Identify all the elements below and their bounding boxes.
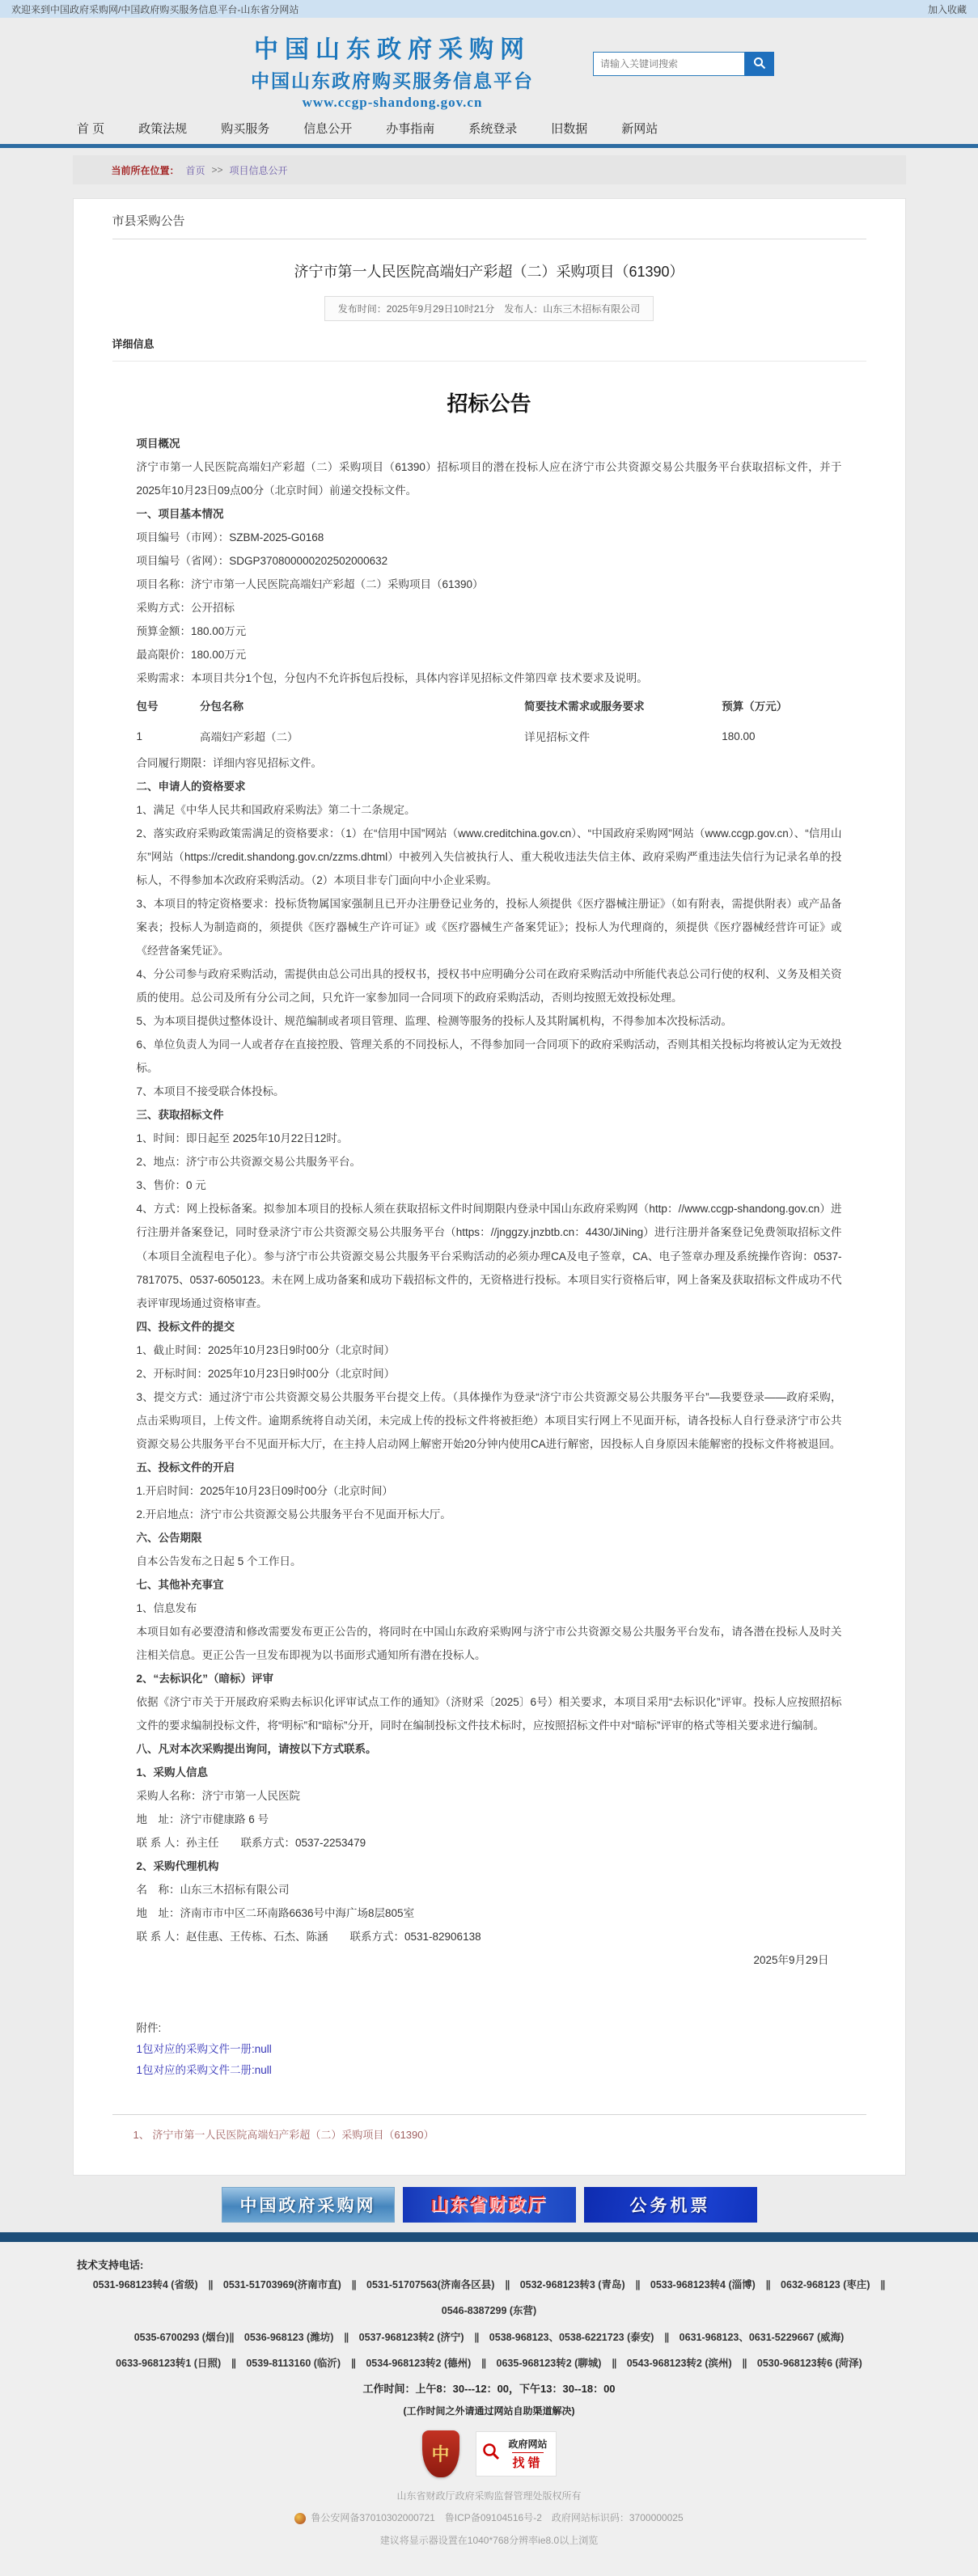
footer <box>0 2242 978 2576</box>
support-phone-line: 0535-6700293 (烟台)∥ 0536-968123 (潍坊) ∥ 0537-968123转2 (济宁) ∥ 0538-968123、0538-6221723 (泰安) ∥ 0631-968123、0631-5229667 (威海) <box>133 2331 845 2343</box>
announcement-paragraph: 2025年9月29日 <box>753 1953 829 1966</box>
table-row <box>137 721 842 751</box>
announcement-paragraph: 2.开启地点：济宁市公共资源交易公共服务平台不见面开标大厅。 <box>136 1508 451 1521</box>
banner-finance-dept[interactable] <box>403 2187 576 2223</box>
police-badge-icon <box>294 2513 306 2524</box>
site-logo[interactable] <box>202 29 582 111</box>
announcement-paragraph: 济宁市第一人民医院高端妇产彩超（二）采购项目（61390）招标项目的潜在投标人应在济宁市公共资源交易公共服务平台获取招标文件，并于2025年10月23日09点00分（北京时间）前递交投标文件。 <box>136 461 842 497</box>
nav-item[interactable]: 购买服务 <box>221 121 270 136</box>
breadcrumb-home-link[interactable]: 首页 <box>185 164 205 176</box>
nav-item[interactable]: 旧数据 <box>551 121 588 136</box>
icp-line[interactable]: 鲁公安网备37010302000721 鲁ICP备09104516号-2 政府网站标识码：3700000025 <box>311 2512 684 2524</box>
website-error-report-badge[interactable] <box>476 2431 557 2477</box>
logo-line1: 中国山东政府采购网 <box>254 36 531 63</box>
related-list <box>112 2114 866 2175</box>
support-phone-lines <box>0 2272 978 2377</box>
publish-info: 发布时间：2025年9月29日10时21分 发布人：山东三木招标有限公司 <box>324 296 654 321</box>
section-title: 市县采购公告 <box>112 199 866 239</box>
announcement-body-bottom <box>137 751 842 1972</box>
package-col-name: 分包名称 <box>199 700 243 713</box>
announcement-paragraph: 一、项目基本情况 <box>136 508 224 521</box>
topbar <box>0 0 978 18</box>
breadcrumb-label: 当前所在位置： <box>111 164 180 176</box>
announcement-paragraph: 七、其他补充事宜 <box>136 1578 224 1591</box>
announcement-paragraph: 八、凡对本次采购提出询问，请按以下方式联系。 <box>136 1742 377 1755</box>
work-time-note: (工作时间之外请通过网站自助渠道解决) <box>403 2405 575 2417</box>
announcement-paragraph: 4、分公司参与政府采购活动，需提供由总公司出具的授权书，授权书中应明确分公司在政府采购活动中所能代表总公司行使的权利、义务及相关资质的使用。总公司及所有分公司之间，只允许一家参加同一合同项下的政府采购活动，否则均按照无效投标处理。 <box>136 968 842 1005</box>
announcement-paragraph: 名 称：山东三木招标有限公司 <box>136 1883 290 1896</box>
package-col-requirement: 简要技术需求或服务要求 <box>524 700 645 713</box>
nav-item[interactable]: 办事指南 <box>386 121 435 136</box>
package-budget: 180.00 <box>722 730 756 742</box>
badge-find-line1: 政府网站 <box>508 2438 548 2450</box>
logo-url: www.ccgp-shandong.gov.cn <box>302 95 483 110</box>
browser-note: 建议将显示器设置在1040*768分辨率ie8.0以上浏览 <box>379 2534 599 2546</box>
announcement-paragraph: 联 系 人：孙主任 联系方式：0537-2253479 <box>136 1836 366 1849</box>
announcement-paragraph: 1、截止时间：2025年10月23日9时00分（北京时间） <box>136 1343 396 1356</box>
announcement-body-top <box>137 432 842 690</box>
content-card <box>73 198 906 2176</box>
work-time: 工作时间：上午8：30---12：00，下午13：30--18：00 <box>362 2382 616 2395</box>
announcement-paragraph: 采购人名称：济宁市第一人民医院 <box>136 1789 300 1802</box>
nav-item[interactable]: 系统登录 <box>468 121 518 136</box>
announcement-paragraph: 6、单位负责人为同一人或者存在直接控股、管理关系的不同投标人，不得参加同一合同项下的政府采购活动，否则其相关投标均将被认定为无效投标。 <box>136 1038 842 1075</box>
announcement-paragraph: 项目概况 <box>136 438 180 450</box>
package-col-budget: 预算（万元） <box>722 700 788 713</box>
announcement-paragraph: 2、地点：济宁市公共资源交易公共服务平台。 <box>136 1156 362 1169</box>
announcement-paragraph: 项目编号（省网）：SDGP370800000202502000632 <box>136 555 388 568</box>
announcement-paragraph: 预算金额：180.00万元 <box>136 625 247 638</box>
add-favorite-link[interactable]: 加入收藏 <box>927 3 967 15</box>
announcement-paragraph: 1、时间：即日起至 2025年10月22日12时。 <box>136 1132 349 1145</box>
announcement-paragraph: 依据《济宁市关于开展政府采购去标识化评审试点工作的通知》（济财采〔2025〕6号）相关要求，本项目采用“去标识化”评审。投标人应按照招标文件的要求编制投标文件，将“明标”和“暗标”分开，同时在编制投标文件技术标时，应按照招标文件中对“暗标”评审的格式等相关要求进行编制。 <box>136 1695 842 1732</box>
announcement-paragraph: 5、为本项目提供过整体设计、规范编制或者项目管理、监理、检测等服务的投标人及其附属机构，不得参加本次投标活动。 <box>136 1015 733 1028</box>
related-item-link[interactable]: 1、 济宁市第一人民医院高端妇产彩超（二）采购项目（61390） <box>133 2128 434 2141</box>
search-icon <box>753 57 766 72</box>
main-nav <box>0 112 978 144</box>
logo-line2: 中国山东政府购买服务信息平台 <box>251 71 534 91</box>
badge-find-line2: 找错 <box>512 2452 543 2471</box>
announcement-paragraph: 项目名称：济宁市第一人民医院高端妇产彩超（二）采购项目（61390） <box>136 578 484 591</box>
announcement-paragraph: 采购需求：本项目共分1个包，分包内不允许拆包后投标，具体内容详见招标文件第四章 技术要求及说明。 <box>136 672 648 685</box>
search-input[interactable] <box>593 52 745 76</box>
announcement-paragraph: 五、投标文件的开启 <box>136 1461 235 1474</box>
announcement-paragraph: 本项目如有必要澄清和修改需要发布更正公告的，将同时在中国山东政府采购网与济宁市公共资源交易公共服务平台发布，请各潜在投标人及时关注相关信息。更正公告一旦发布即视为以书面形式通知所有潜在投标人。 <box>136 1625 842 1661</box>
support-phone-line: 0546-8387299 (东营) <box>441 2305 537 2317</box>
announcement-paragraph: 1、采购人信息 <box>136 1766 209 1779</box>
breadcrumb-separator: >> <box>211 164 223 176</box>
topbar-welcome-link[interactable]: 欢迎来到中国政府采购网/中国政府购买服务信息平台-山东省分网站 <box>11 3 299 15</box>
announcement-paragraph: 采购方式：公开招标 <box>136 602 235 615</box>
announcement-paragraph: 六、公告期限 <box>136 1531 202 1544</box>
attachment-link-1[interactable]: 1包对应的采购文件一册:null <box>136 2042 272 2055</box>
breadcrumb <box>73 155 906 184</box>
announcement-paragraph: 4、方式：网上投标备案。拟参加本项目的投标人须在获取招标文件时间期限内登录中国山东政府采购网（http：//www.ccgp-shandong.gov.cn）进行注册并备案登记，同时登录济宁市公共资源交易公共服务平台（https：//jnggzy.jnzbtb.cn：4430/JiNing）进行注册并备案登记免费领取招标文件（本项目全流程电子化）。参与济宁市公共资源交易公共服务平台采购活动的必须办理CA及电子签章，CA、电子签章办理及系统操作咨询：0537-7817075、0537-6050123。未在网上成功备案和成功下载招标文件的，无资格进行投标。本项目实行资格后审，网上备案及获取招标文件成功不代表评审现场通过资格审查。 <box>136 1203 842 1309</box>
banner-ccgp[interactable] <box>222 2187 395 2223</box>
package-col-no: 包号 <box>136 700 159 713</box>
announcement-paragraph: 地 址：济南市市中区二环南路6636号中海广场8层805室 <box>136 1906 415 1919</box>
announcement-paragraph: 3、本项目的特定资格要求：投标货物属国家强制且已开办注册登记业务的，投标人须提供《医疗器械注册证》（如有附表，需提供附表）或产品备案表；投标人为制造商的，须提供《医疗器械生产许可证》或《医疗器械生产备案凭证》；投标人为代理商的，须提供《医疗器械经营许可证》或《经营备案凭证》。 <box>136 898 842 958</box>
search-button[interactable] <box>745 52 774 76</box>
banner-official-ticket-label: 公务机票 <box>629 2196 711 2215</box>
support-phone-label: 技术支持电话: <box>77 2258 144 2271</box>
magnifier-icon <box>481 2442 501 2465</box>
nav-item[interactable]: 新网站 <box>621 121 658 136</box>
shield-glyph: 中 <box>431 2444 450 2465</box>
page-title: 济宁市第一人民医院高端妇产彩超（二）采购项目（61390） <box>294 264 684 280</box>
footer-top-strip <box>0 2232 978 2242</box>
banner-links <box>73 2187 906 2223</box>
announcement-paragraph: 2、“去标识化”（暗标）评审 <box>136 1672 274 1685</box>
package-table-header-row <box>137 690 842 721</box>
government-shield-badge-icon[interactable] <box>422 2430 459 2477</box>
support-phone-line: 0633-968123转1 (日照) ∥ 0539-8113160 (临沂) ∥ 0534-968123转2 (德州) ∥ 0635-968123转2 (聊城) ∥ 0543-968123转2 (滨州) ∥ 0530-968123转6 (菏泽) <box>116 2358 862 2370</box>
announcement-paragraph: 自本公告发布之日起 5 个工作日。 <box>136 1554 302 1567</box>
announcement-paragraph: 1.开启时间：2025年10月23日09时00分（北京时间） <box>136 1484 393 1497</box>
detail-info-label: 详细信息 <box>112 336 866 362</box>
announcement-paragraph: 三、获取招标文件 <box>136 1109 224 1122</box>
attachments-label: 附件: <box>136 2021 162 2034</box>
attachment-link-2[interactable]: 1包对应的采购文件二册:null <box>136 2064 272 2077</box>
package-requirement: 详见招标文件 <box>524 731 591 744</box>
announcement-paragraph: 二、申请人的资格要求 <box>136 780 246 793</box>
announcement-paragraph: 2、采购代理机构 <box>136 1859 219 1872</box>
announcement-paragraph: 最高限价：180.00万元 <box>136 649 247 662</box>
announcement-paragraph: 四、投标文件的提交 <box>136 1320 235 1333</box>
nav-item[interactable]: 首 页 <box>77 121 105 136</box>
attachments <box>137 2017 842 2082</box>
announcement-title: 招标公告 <box>447 391 531 416</box>
support-phone-line: 0531-968123转4 (省级) ∥ 0531-51703969(济南市直) ∥ 0531-51707563(济南各区县) ∥ 0532-968123转3 (青岛) ∥ 0533-968123转4 (淄博) ∥ 0632-968123 (枣庄) ∥ <box>92 2278 886 2290</box>
announcement-paragraph: 1、满足《中华人民共和国政府采购法》第二十二条规定。 <box>136 804 416 817</box>
nav-item[interactable]: 政策法规 <box>138 121 188 136</box>
announcement-paragraph: 项目编号（市网）：SZBM-2025-G0168 <box>136 531 324 544</box>
search-box <box>593 52 774 76</box>
announcement-paragraph: 1、信息发布 <box>136 1601 197 1614</box>
nav-divider <box>0 144 978 148</box>
banner-official-ticket[interactable] <box>584 2187 757 2223</box>
banner-ccgp-label: 中国政府采购网 <box>239 2196 376 2215</box>
announcement <box>112 387 866 2082</box>
banner-finance-dept-label: 山东省财政厅 <box>430 2195 548 2216</box>
package-no: 1 <box>136 730 143 742</box>
announcement-paragraph: 3、售价：0 元 <box>136 1179 206 1192</box>
announcement-paragraph: 2、落实政府采购政策需满足的资格要求：（1）在“信用中国”网站（www.creditchina.gov.cn）、“中国政府采购网”网站（www.ccgp.gov.cn）、“信用山东”网站（https://credit.shandong.gov.cn/zzms.dhtml）中被列入失信被执行人、重大税收违法失信主体、政府采购严重违法失信行为记录名单的投标人，不得参加本次政府采购活动。（2）本项目非专门面向中小企业采购。 <box>136 827 842 887</box>
package-name: 高端妇产彩超（二） <box>199 731 298 744</box>
package-table <box>137 690 842 751</box>
announcement-paragraph: 地 址：济宁市健康路 6 号 <box>136 1813 269 1825</box>
announcement-paragraph: 2、开标时间：2025年10月23日9时00分（北京时间） <box>136 1367 396 1380</box>
footer-badges <box>0 2430 978 2477</box>
announcement-paragraph: 联 系 人：赵佳惠、王传栋、石杰、陈涵 联系方式：0531-82906138 <box>136 1930 481 1943</box>
breadcrumb-current[interactable]: 项目信息公开 <box>229 164 288 176</box>
copyright-line: 山东省财政厅政府采购监督管理处版权所有 <box>396 2489 582 2502</box>
announcement-paragraph: 7、本项目不接受联合体投标。 <box>136 1085 285 1098</box>
announcement-paragraph: 合同履行期限：详细内容见招标文件。 <box>136 757 322 770</box>
nav-item[interactable]: 信息公开 <box>303 121 353 136</box>
announcement-paragraph: 3、提交方式：通过济宁市公共资源交易公共服务平台提交上传。（具体操作为登录“济宁市公共资源交易公共服务平台”—我要登录——政府采购，点击采购项目，上传文件。逾期系统将自动关闭，未完成上传的投标文件将被拒绝）本项目实行网上不见面开标，请各投标人自行登录济宁市公共资源交易公共服务平台不见面开标大厅，在主持人启动网上解密开始20分钟内使用CA进行解密，因投标人自身原因未能解密的投标文件将被退回。 <box>136 1390 842 1450</box>
site-header <box>0 18 978 112</box>
